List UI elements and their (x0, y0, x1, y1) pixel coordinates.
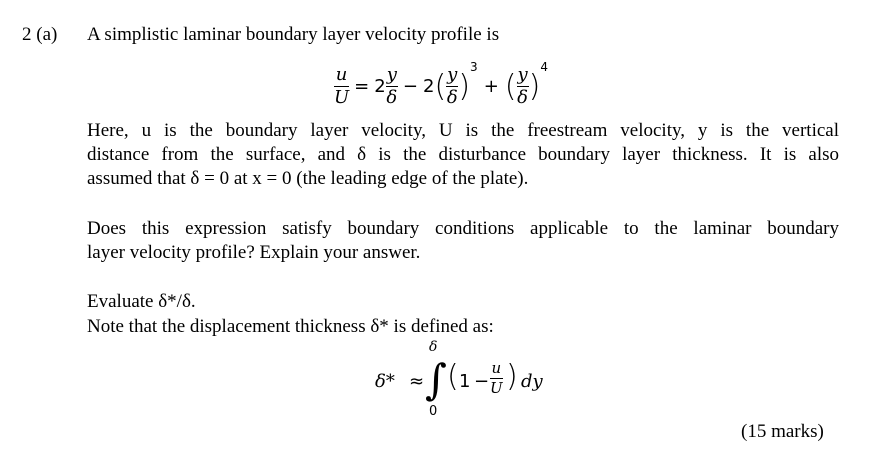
fraction-numerator: u (491, 359, 502, 377)
minus-sign-2: − (474, 371, 490, 392)
term3-numerator: y (517, 63, 528, 85)
lhs-denominator: U (334, 86, 350, 108)
lhs-numerator: u (335, 63, 348, 85)
integral-lower-limit: 0 (429, 404, 438, 419)
exponent-4: 4 (540, 60, 549, 74)
fraction-denominator: U (490, 379, 503, 397)
definitions-line-1: Here, u is the boundary layer velocity, U is the freestream velocity, y is the vertical (87, 120, 839, 141)
dy: dy (521, 371, 543, 392)
marks-label: (15 marks) (741, 421, 824, 442)
delta-star-symbol: δ* (375, 371, 395, 392)
equals-sign: = (354, 75, 370, 97)
velocity-profile-equation: $\frac{u}{U}$ = 2 $\frac{y}{\delta}$ − 2 ( $\frac{y}{\delta}$ ) 3 + ( $\frac{y}{\delta}$ ) 4 (334, 60, 549, 108)
definitions-line-2: distance from the surface, and δ is the disturbance boundary layer thickness. It is also (87, 144, 839, 165)
definitions-paragraph (87, 119, 839, 191)
displacement-thickness-equation: δ* ≈ δ ∫ 0 ( 1 − $\frac{u}{U}$ ) dy (375, 339, 543, 419)
coefficient-2: 2 (422, 75, 435, 97)
exponent-3: 3 (470, 60, 478, 74)
displacement-thickness-note: Note that the displacement thickness δ* is defined as: (87, 316, 494, 337)
approx-sign: ≈ (409, 371, 425, 392)
term2-fraction (446, 63, 458, 108)
term2-denominator: δ (446, 86, 458, 108)
term1-fraction (386, 63, 398, 108)
prompt-line-2: layer velocity profile? Explain your answer. (87, 242, 421, 263)
term3-denominator: δ (517, 86, 528, 108)
question-number: 2 (a) (22, 24, 58, 45)
integral-upper-limit: δ (429, 339, 438, 355)
term2-numerator: y (447, 63, 458, 85)
minus-sign: − (402, 75, 418, 97)
lhs-fraction (334, 63, 350, 108)
coefficient-1: 2 (374, 75, 386, 97)
definitions-line-3: assumed that δ = 0 at x = 0 (the leading edge of the plate). (87, 168, 529, 189)
boundary-condition-prompt (87, 217, 839, 265)
u-over-U-fraction (490, 361, 503, 396)
integral-symbol: ∫ (425, 355, 447, 404)
one: 1 (459, 371, 471, 392)
term3-fraction (517, 63, 529, 108)
question-intro: A simplistic laminar boundary layer velocity profile is (87, 24, 500, 45)
term1-numerator: y (386, 63, 397, 85)
evaluate-instruction: Evaluate δ*/δ. (87, 291, 196, 312)
term1-denominator: δ (386, 86, 398, 108)
prompt-line-1: Does this expression satisfy boundary conditions applicable to the laminar boundary (87, 218, 839, 239)
plus-sign: + (483, 75, 499, 97)
